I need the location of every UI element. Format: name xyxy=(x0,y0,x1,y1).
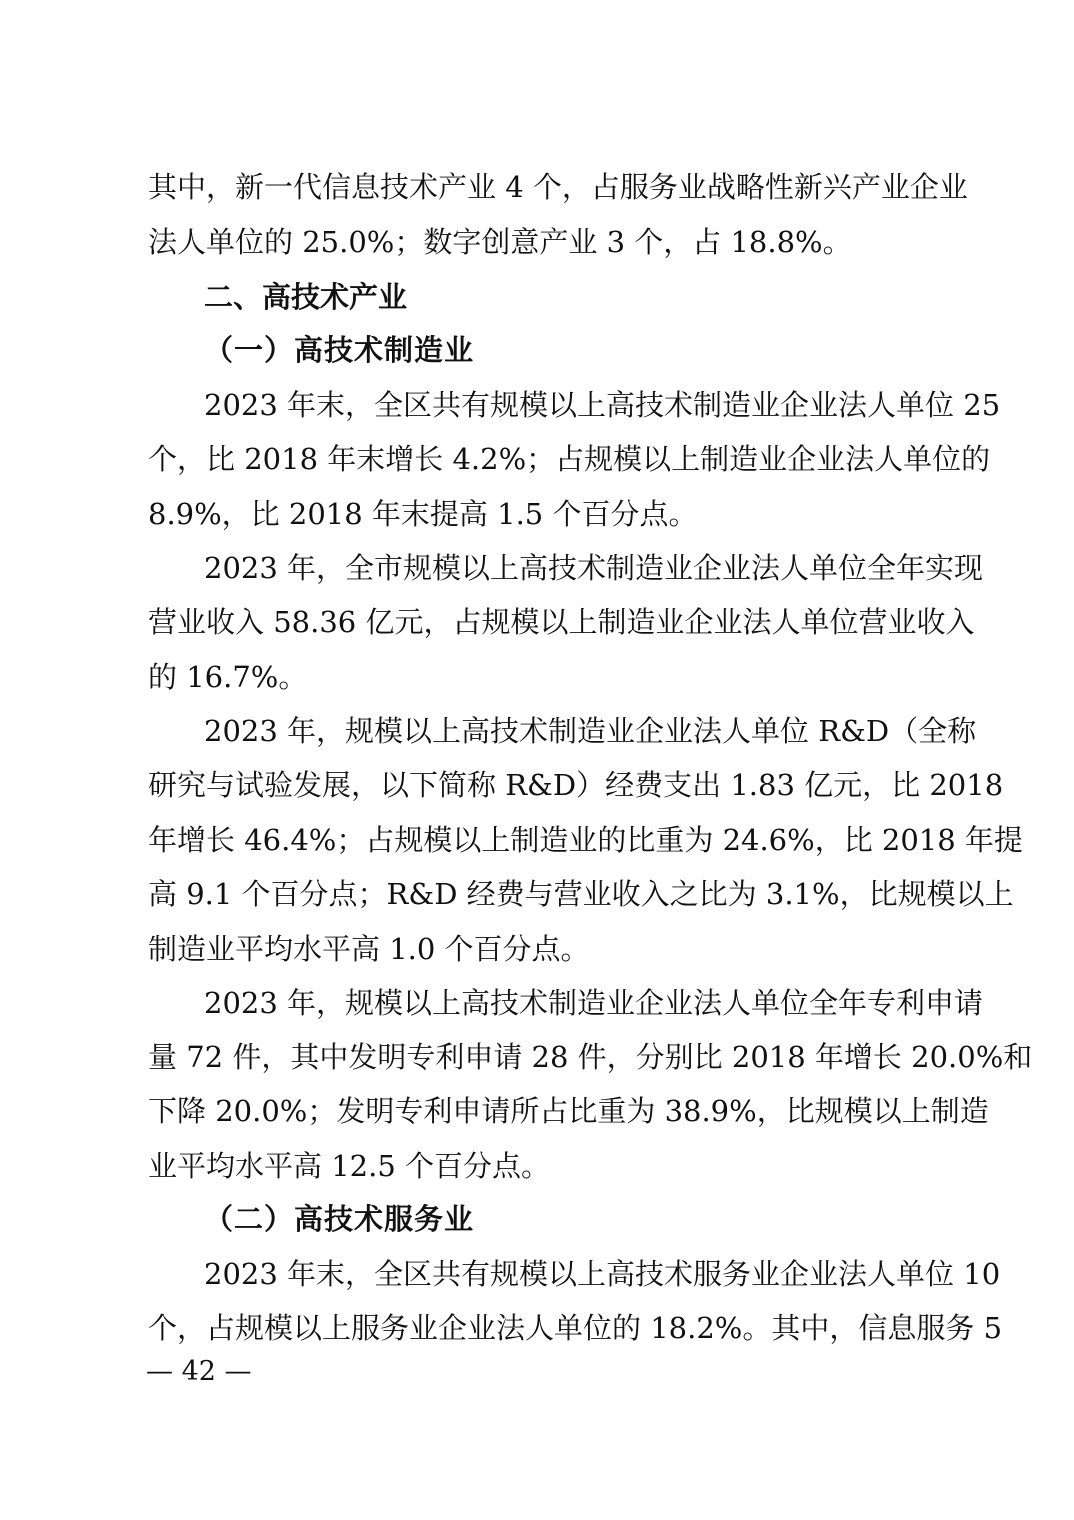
text-line: 年增长 46.4%；占规模以上制造业的比重为 24.6%，比 2018 年提 xyxy=(148,823,1023,857)
text-line: 其中，新一代信息技术产业 4 个，占服务业战略性新兴产业企业 xyxy=(148,170,968,204)
text-line: 制造业平均水平高 1.0 个百分点。 xyxy=(148,932,590,966)
text-line: 2023 年，全市规模以上高技术制造业企业法人单位全年实现 xyxy=(204,551,984,585)
text-line: 下降 20.0%；发明专利申请所占比重为 38.9%，比规模以上制造 xyxy=(148,1094,989,1128)
text-line: 2023 年，规模以上高技术制造业企业法人单位全年专利申请 xyxy=(204,986,984,1020)
text-line: 2023 年末，全区共有规模以上高技术服务业企业法人单位 10 xyxy=(204,1257,1001,1291)
page-number: — 42 — xyxy=(146,1356,252,1387)
text-line: 个，占规模以上服务业企业法人单位的 18.2%。其中，信息服务 5 xyxy=(148,1311,1003,1345)
subsection-heading: （一）高技术制造业 xyxy=(204,333,475,367)
text-line: 营业收入 58.36 亿元，占规模以上制造业企业法人单位营业收入 xyxy=(148,605,975,639)
text-line: 8.9%，比 2018 年末提高 1.5 个百分点。 xyxy=(148,497,698,531)
text-line: 业平均水平高 12.5 个百分点。 xyxy=(148,1149,551,1183)
text-line: 高 9.1 个百分点；R&D 经费与营业收入之比为 3.1%，比规模以上 xyxy=(148,877,1014,911)
text-line: 的 16.7%。 xyxy=(148,660,308,694)
text-line: 量 72 件，其中发明专利申请 28 件，分别比 2018 年增长 20.0%和 xyxy=(148,1040,1033,1074)
text-line: 法人单位的 25.0%；数字创意产业 3 个，占 18.8%。 xyxy=(148,225,852,259)
text-line: 个，比 2018 年末增长 4.2%；占规模以上制造业企业法人单位的 xyxy=(148,442,991,476)
text-line: 2023 年，规模以上高技术制造业企业法人单位 R&D（全称 xyxy=(204,714,977,748)
text-line: 研究与试验发展，以下简称 R&D）经费支出 1.83 亿元，比 2018 xyxy=(148,768,1004,802)
text-line: 2023 年末，全区共有规模以上高技术制造业企业法人单位 25 xyxy=(204,388,1001,422)
section-heading: 二、高技术产业 xyxy=(204,280,408,314)
subsection-heading: （二）高技术服务业 xyxy=(204,1202,475,1236)
